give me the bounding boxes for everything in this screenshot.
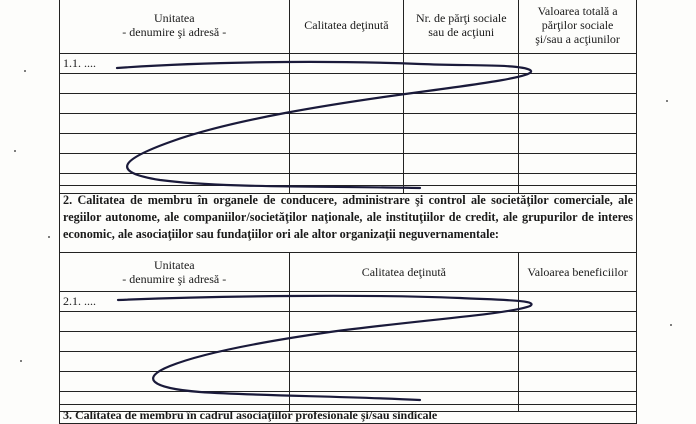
header-total-value-line3: şi/sau a acţiunilor [535, 32, 620, 46]
table-row [60, 54, 637, 74]
table-row [60, 74, 637, 94]
board-membership-table [59, 252, 637, 412]
header-total-value-line2: părţilor sociale [541, 18, 614, 32]
header-position-2 [289, 253, 519, 292]
section-2-heading: 2. Calitatea de membru în organele de conducere, administrare şi control ale societăţilor comerciale, ale regiilor autonome, ale companiilor/societăţilor naţionale, ale instituţiilor de credit, ale grupurilor de interes economic, ale asociaţiilor sau fundaţiilor ori ale altor organizaţii neguvernamentale: [59, 185, 637, 252]
header-benefits-value [519, 253, 637, 292]
shares-table [59, 0, 637, 194]
header-position-line1: Calitatea deţinută [304, 18, 389, 32]
header-unit [60, 0, 290, 54]
header-share-count-line2: sau de acţiuni [428, 25, 495, 39]
header-position-2-line1: Calitatea deţinută [361, 265, 446, 279]
header-unit-line2: - denumire şi adresă - [122, 25, 227, 39]
header-unit-2-line1: Unitatea [153, 258, 195, 272]
section-3-heading: 3. Calitatea de membru în cadrul asociaţiilor profesionale şi/sau sindicale [59, 404, 637, 424]
table-row [60, 312, 637, 332]
table-row [60, 114, 637, 134]
table-row [60, 292, 637, 312]
header-total-value-line1: Valoarea totală a [537, 4, 618, 18]
header-unit-line1: Unitatea [153, 11, 195, 25]
row-label: 2.1. .... [60, 292, 290, 312]
header-unit-2 [60, 253, 290, 292]
table-row [60, 372, 637, 392]
header-share-count-line1: Nr. de părţi sociale [415, 11, 507, 25]
header-total-value [519, 0, 637, 54]
table-row [60, 332, 637, 352]
board-table-header [60, 253, 637, 292]
table-row [60, 134, 637, 154]
header-position [289, 0, 404, 54]
header-unit-2-line2: - denumire şi adresă - [122, 272, 227, 286]
row-label: 1.1. .... [60, 54, 290, 74]
header-benefits-value-line1: Valoarea beneficiilor [527, 265, 628, 279]
table-row [60, 154, 637, 174]
table-row [60, 94, 637, 114]
table-row [60, 352, 637, 372]
header-share-count [404, 0, 519, 54]
shares-table-header [60, 0, 637, 54]
